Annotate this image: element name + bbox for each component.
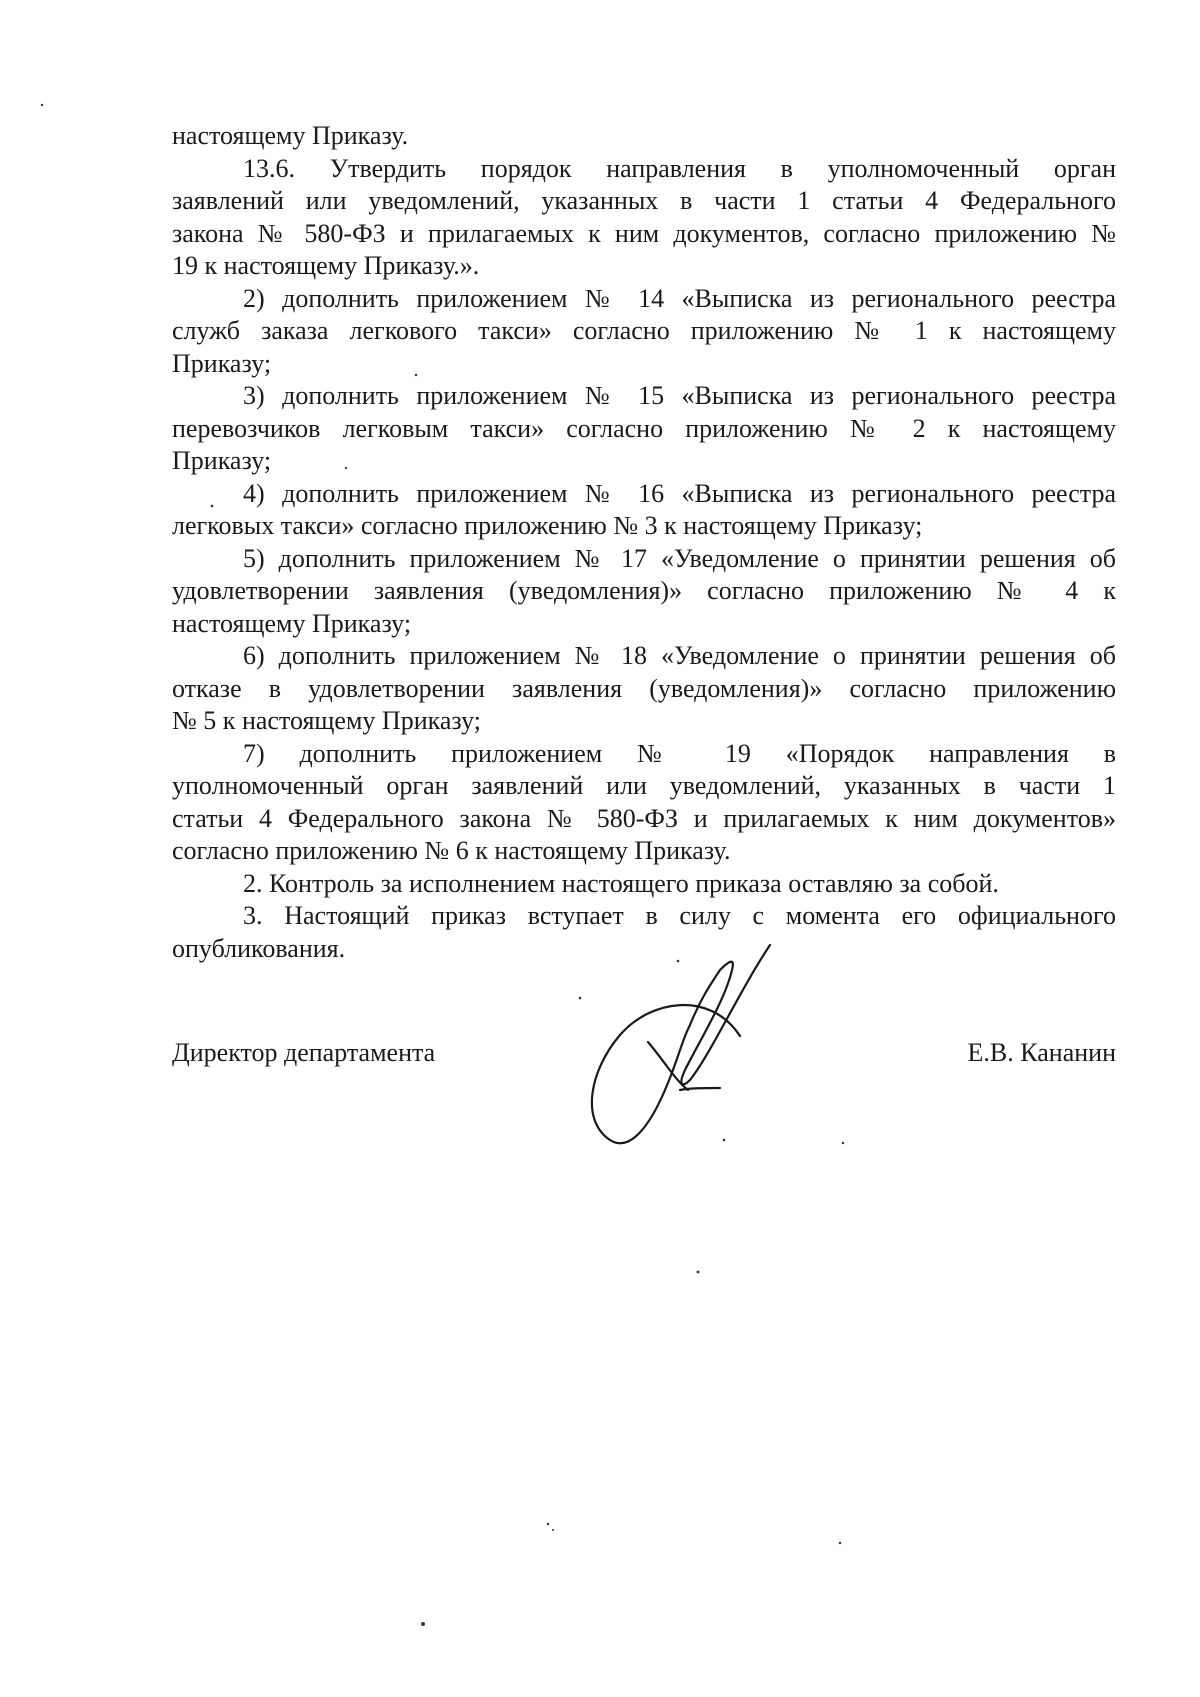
text-line: уполномоченный орган заявлений или уведомлений, указанных в части 1 bbox=[172, 771, 1116, 800]
text-line: заявлений или уведомлений, указанных в части 1 статьи 4 Федерального bbox=[172, 186, 1116, 215]
text-line: 7) дополнить приложением № 19 «Порядок направления в bbox=[243, 738, 1116, 768]
text-line: 2) дополнить приложением № 14 «Выписка из регионального реестра bbox=[243, 283, 1116, 313]
text-line: перевозчиков легковым такси» согласно приложению № 2 к настоящему bbox=[172, 413, 1116, 443]
text-line: настоящему Приказу. bbox=[172, 121, 409, 150]
text-line: 2. Контроль за исполнением настоящего приказа оставляю за собой. bbox=[243, 868, 999, 898]
text-line: 4) дополнить приложением № 16 «Выписка из регионального реестра bbox=[243, 478, 1116, 508]
signer-position: Директор департамента bbox=[172, 1038, 436, 1067]
text-line: Приказу; bbox=[172, 446, 272, 475]
text-line: удовлетворении заявления (уведомления)» согласно приложению № 4 к bbox=[172, 576, 1116, 605]
text-line: 13.6. Утвердить порядок направления в уполномоченный орган bbox=[243, 153, 1116, 183]
signer-name: Е.В. Кананин bbox=[967, 1038, 1116, 1067]
text-line: 19 к настоящему Приказу.». bbox=[172, 251, 480, 280]
text-line: 3) дополнить приложением № 15 «Выписка из регионального реестра bbox=[243, 381, 1116, 410]
text-line: статьи 4 Федерального закона № 580-ФЗ и прилагаемых к ним документов» bbox=[172, 803, 1116, 833]
text-line: закона № 580-ФЗ и прилагаемых к ним документов, согласно приложению № bbox=[172, 218, 1116, 248]
text-line: 5) дополнить приложением № 17 «Уведомление о принятии решения об bbox=[243, 543, 1116, 573]
text-line: опубликования. bbox=[172, 933, 346, 963]
text-line: № 5 к настоящему Приказу; bbox=[172, 706, 482, 735]
text-line: Приказу; bbox=[172, 348, 272, 378]
text-line: настоящему Приказу; bbox=[172, 608, 412, 638]
text-line: служб заказа легкового такси» согласно приложению № 1 к настоящему bbox=[172, 316, 1116, 345]
text-line: 6) дополнить приложением № 18 «Уведомление о принятии решения об bbox=[243, 641, 1116, 670]
text-line: 3. Настоящий приказ вступает в силу с момента его официального bbox=[243, 901, 1116, 930]
text-line: легковых такси» согласно приложению № 3 к настоящему Приказу; bbox=[172, 511, 923, 540]
text-line: согласно приложению № 6 к настоящему Приказу. bbox=[172, 836, 731, 865]
text-line: отказе в удовлетворении заявления (уведомления)» согласно приложению bbox=[172, 673, 1116, 703]
